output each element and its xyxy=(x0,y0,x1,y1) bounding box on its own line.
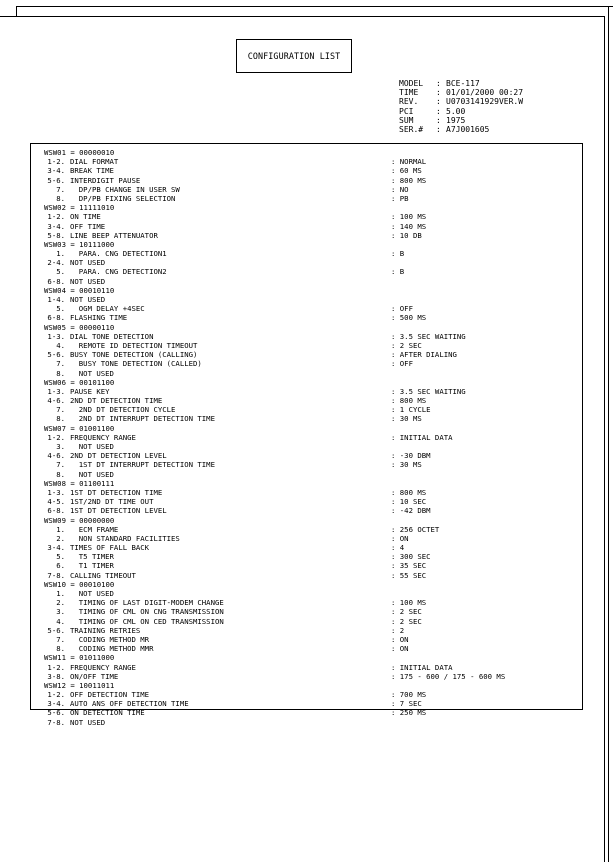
setting-bit-range: 5-6. xyxy=(47,708,65,718)
switch-setting-row xyxy=(44,617,564,626)
switch-setting-row xyxy=(44,534,564,543)
info-value: A7J001605 xyxy=(446,124,490,134)
switch-setting-row xyxy=(44,304,564,313)
switch-setting-row xyxy=(44,396,564,405)
setting-value: : 60 MS xyxy=(391,166,422,176)
setting-value: : 250 MS xyxy=(391,708,427,718)
switch-setting-row xyxy=(44,414,564,423)
setting-bit-range: 3. xyxy=(56,607,65,617)
switch-header: WSW06 = 00101100 xyxy=(44,377,115,387)
switch-setting-row xyxy=(44,369,564,378)
setting-label: FREQUENCY RANGE xyxy=(70,662,136,672)
switch-header: WSW01 = 00000010 xyxy=(44,148,115,157)
setting-bit-range: 7. xyxy=(56,184,65,194)
switch-setting-row xyxy=(44,341,564,350)
setting-value: : 500 MS xyxy=(391,313,427,323)
switch-setting-row xyxy=(44,313,564,322)
info-separator: : xyxy=(436,79,441,88)
setting-bit-range: 1-3. xyxy=(47,386,65,396)
setting-bit-range: 4-6. xyxy=(47,451,65,461)
setting-label: 1ST/2ND DT TIME OUT xyxy=(70,497,154,507)
switch-header: WSW04 = 00010110 xyxy=(44,285,115,295)
switch-setting-row xyxy=(44,470,564,479)
setting-label: 1ST DT DETECTION LEVEL xyxy=(70,506,167,516)
setting-label: NOT USED xyxy=(70,295,106,304)
setting-label: TIMES OF FALL BACK xyxy=(70,543,150,553)
setting-bit-range: 6-8. xyxy=(47,506,65,516)
setting-label: NOT USED xyxy=(70,276,106,286)
setting-label: TIMING OF CML ON CNG TRANSMISSION xyxy=(70,607,224,617)
switch-setting-row xyxy=(44,405,564,414)
switch-setting-row xyxy=(44,212,564,221)
info-value: BCE-117 xyxy=(446,79,480,88)
info-key: REV. xyxy=(399,97,419,107)
setting-label: T5 TIMER xyxy=(70,552,114,562)
setting-value: : 2 SEC xyxy=(391,616,422,626)
setting-bit-range: 3-4. xyxy=(47,166,65,176)
info-separator: : xyxy=(436,97,441,107)
setting-bit-range: 1-2. xyxy=(47,212,65,222)
switch-setting-row xyxy=(44,387,564,396)
setting-label: PARA. CNG DETECTION2 xyxy=(70,267,167,277)
setting-value xyxy=(391,295,564,304)
setting-value: : 3.5 SEC WAITING xyxy=(391,386,466,396)
info-separator: : xyxy=(436,124,441,134)
switch-setting-row xyxy=(44,589,564,598)
switch-setting-row xyxy=(44,194,564,203)
setting-label: ON/OFF TIME xyxy=(70,671,119,681)
setting-label: ECM FRAME xyxy=(70,524,119,534)
info-value: 01/01/2000 00:27 xyxy=(446,88,524,98)
setting-bit-range: 5-6. xyxy=(47,625,65,635)
setting-value: : -42 DBM xyxy=(391,506,431,516)
setting-value: : B xyxy=(391,267,405,277)
setting-label: TIMING OF CML ON CED TRANSMISSION xyxy=(70,616,224,626)
setting-bit-range: 8. xyxy=(56,414,65,424)
setting-label: NOT USED xyxy=(70,258,106,268)
setting-bit-range: 8. xyxy=(56,644,65,654)
page-stack-top-edge xyxy=(16,6,613,7)
setting-label: LINE BEEP ATTENUATOR xyxy=(70,230,158,240)
info-row xyxy=(399,79,523,88)
setting-bit-range: 8. xyxy=(56,368,65,378)
setting-label: PAUSE KEY xyxy=(70,386,110,396)
setting-value: : 800 MS xyxy=(391,396,427,406)
setting-value: : ON xyxy=(391,644,409,654)
setting-label: DIAL TONE DETECTION xyxy=(70,331,154,341)
setting-value xyxy=(391,258,564,267)
switch-setting-row xyxy=(44,690,564,699)
switch-setting-row xyxy=(44,561,564,570)
setting-bit-range: 1-2. xyxy=(47,662,65,672)
setting-label: OFF TIME xyxy=(70,221,106,231)
setting-label: DIAL FORMAT xyxy=(70,157,119,167)
report-title-text: CONFIGURATION LIST xyxy=(247,51,341,61)
setting-value: : 10 SEC xyxy=(391,497,427,507)
info-value: U0703141929VER.W xyxy=(446,97,524,107)
page-stack-right-edge xyxy=(608,6,609,862)
switch-header: WSW02 = 11111010 xyxy=(44,203,115,213)
setting-label: NOT USED xyxy=(70,469,114,479)
setting-label: T1 TIMER xyxy=(70,561,114,571)
switch-setting-row xyxy=(44,231,564,240)
setting-value: : 700 MS xyxy=(391,690,427,700)
setting-label: OGM DELAY +4SEC xyxy=(70,304,145,314)
info-key: PCI xyxy=(399,106,414,116)
info-separator: : xyxy=(436,88,441,98)
setting-bit-range: 7-8. xyxy=(47,570,65,580)
setting-value xyxy=(391,589,564,598)
setting-label: 2ND DT DETECTION CYCLE xyxy=(70,405,176,415)
setting-value: : 30 MS xyxy=(391,460,422,470)
switch-setting-row xyxy=(44,451,564,460)
setting-value: : 4 xyxy=(391,543,405,553)
setting-value: : INITIAL DATA xyxy=(391,662,453,672)
setting-label: FLASHING TIME xyxy=(70,313,128,323)
setting-bit-range: 1-2. xyxy=(47,432,65,442)
setting-label: 2ND DT INTERRUPT DETECTION TIME xyxy=(70,414,215,424)
setting-label: NOT USED xyxy=(70,589,114,598)
setting-label: DP/PB CHANGE IN USER SW xyxy=(70,184,180,194)
setting-value: : 1 CYCLE xyxy=(391,405,431,415)
switch-header: WSW03 = 10111000 xyxy=(44,239,115,249)
info-key: SER.# xyxy=(399,124,424,134)
switch-header: WSW09 = 00000000 xyxy=(44,515,115,525)
setting-value: : -30 DBM xyxy=(391,451,431,461)
setting-label: DP/PB FIXING SELECTION xyxy=(70,193,176,203)
setting-bit-range: 5-6. xyxy=(47,350,65,360)
switch-setting-row xyxy=(44,497,564,506)
switch-setting-row xyxy=(44,598,564,607)
setting-value: : AFTER DIALING xyxy=(391,350,457,360)
setting-value: : 35 SEC xyxy=(391,561,427,571)
info-key: TIME xyxy=(399,88,419,98)
setting-bit-range: 5. xyxy=(56,552,65,562)
switch-setting-row xyxy=(44,176,564,185)
switch-setting-row xyxy=(44,433,564,442)
info-key: MODEL xyxy=(399,79,424,88)
setting-value: : 100 MS xyxy=(391,598,427,608)
switch-setting-row xyxy=(44,626,564,635)
setting-label: TRAINING RETRIES xyxy=(70,625,141,635)
switch-setting-row xyxy=(44,350,564,359)
setting-bit-range: 4-5. xyxy=(47,497,65,507)
switch-setting-row xyxy=(44,157,564,166)
setting-value: : ON xyxy=(391,533,409,543)
setting-bit-range: 1. xyxy=(56,589,65,598)
setting-bit-range: 1. xyxy=(56,524,65,534)
setting-label: 1ST DT INTERRUPT DETECTION TIME xyxy=(70,460,215,470)
switch-setting-row xyxy=(44,277,564,286)
switch-list xyxy=(44,148,564,727)
setting-value: : PB xyxy=(391,193,409,203)
setting-bit-range: 8. xyxy=(56,193,65,203)
info-separator: : xyxy=(436,106,441,116)
setting-value xyxy=(391,470,564,479)
switch-setting-row xyxy=(44,663,564,672)
info-key: SUM xyxy=(399,115,414,125)
setting-value: : 175 - 600 / 175 - 600 MS xyxy=(391,671,506,681)
setting-bit-range: 7. xyxy=(56,460,65,470)
setting-bit-range: 2. xyxy=(56,598,65,608)
info-value: 5.00 xyxy=(446,106,466,116)
setting-bit-range: 1-3. xyxy=(47,331,65,341)
switch-setting-row xyxy=(44,442,564,451)
setting-label: TIMING OF LAST DIGIT-MODEM CHANGE xyxy=(70,598,224,608)
setting-value: : 100 MS xyxy=(391,212,427,222)
setting-value: : 800 MS xyxy=(391,175,427,185)
setting-value: : 300 SEC xyxy=(391,552,431,562)
setting-value: : 140 MS xyxy=(391,221,427,231)
setting-label: AUTO ANS OFF DETECTION TIME xyxy=(70,699,189,709)
setting-label: INTERDIGIT PAUSE xyxy=(70,175,141,185)
setting-value: : 2 SEC xyxy=(391,607,422,617)
switch-setting-row xyxy=(44,699,564,708)
info-row xyxy=(399,116,523,125)
info-row xyxy=(399,125,523,134)
setting-bit-range: 1-2. xyxy=(47,690,65,700)
switch-header: WSW11 = 01011000 xyxy=(44,653,115,663)
setting-value: : 30 MS xyxy=(391,414,422,424)
setting-bit-range: 5. xyxy=(56,267,65,277)
setting-bit-range: 1-2. xyxy=(47,157,65,167)
setting-label: BUSY TONE DETECTION (CALLING) xyxy=(70,350,198,360)
switch-setting-row xyxy=(44,552,564,561)
setting-value xyxy=(391,277,564,286)
setting-bit-range: 6-8. xyxy=(47,313,65,323)
setting-label: PARA. CNG DETECTION1 xyxy=(70,249,167,259)
info-row xyxy=(399,88,523,97)
switch-setting-row xyxy=(44,488,564,497)
setting-value: : 800 MS xyxy=(391,487,427,497)
machine-info-block xyxy=(399,79,523,134)
setting-label: BUSY TONE DETECTION (CALLED) xyxy=(70,359,202,369)
switch-setting-row xyxy=(44,525,564,534)
setting-bit-range: 5-6. xyxy=(47,175,65,185)
setting-label: REMOTE ID DETECTION TIMEOUT xyxy=(70,340,198,350)
setting-value: : 2 xyxy=(391,625,405,635)
setting-value: : NO xyxy=(391,184,409,194)
setting-bit-range: 8. xyxy=(56,469,65,479)
setting-bit-range: 2-4. xyxy=(47,258,65,268)
setting-bit-range: 4. xyxy=(56,340,65,350)
setting-bit-range: 3-4. xyxy=(47,699,65,709)
switch-header: WSW10 = 00010100 xyxy=(44,579,115,589)
setting-bit-range: 4. xyxy=(56,616,65,626)
setting-value: : OFF xyxy=(391,304,413,314)
setting-bit-range: 5. xyxy=(56,304,65,314)
setting-value: : 7 SEC xyxy=(391,699,422,709)
switch-setting-row xyxy=(44,460,564,469)
setting-value xyxy=(391,442,564,451)
setting-bit-range: 3-4. xyxy=(47,221,65,231)
switch-setting-row xyxy=(44,635,564,644)
switch-setting-row xyxy=(44,267,564,276)
setting-value: : 55 SEC xyxy=(391,570,427,580)
setting-label: ON DETECTION TIME xyxy=(70,708,145,718)
switch-setting-row xyxy=(44,249,564,258)
setting-label: NOT USED xyxy=(70,442,114,451)
switch-header: WSW08 = 01100111 xyxy=(44,478,115,488)
setting-label: NON STANDARD FACILITIES xyxy=(70,533,180,543)
setting-bit-range: 3. xyxy=(56,442,65,451)
switch-header: WSW05 = 00000110 xyxy=(44,322,115,332)
setting-value: : 10 DB xyxy=(391,230,422,240)
setting-bit-range: 7. xyxy=(56,405,65,415)
setting-label: 2ND DT DETECTION TIME xyxy=(70,396,163,406)
setting-value: : 3.5 SEC WAITING xyxy=(391,331,466,341)
switch-setting-row xyxy=(44,506,564,515)
setting-bit-range: 2. xyxy=(56,533,65,543)
setting-bit-range: 3-8. xyxy=(47,671,65,681)
setting-label: CALLING TIMEOUT xyxy=(70,570,136,580)
info-value: 1975 xyxy=(446,115,466,125)
switch-setting-row xyxy=(44,708,564,717)
switch-setting-row xyxy=(44,166,564,175)
setting-label: BREAK TIME xyxy=(70,166,114,176)
setting-label: FREQUENCY RANGE xyxy=(70,432,136,442)
setting-label: NOT USED xyxy=(70,368,114,378)
setting-label: ON TIME xyxy=(70,212,101,222)
switch-setting-row xyxy=(44,718,564,727)
setting-label: OFF DETECTION TIME xyxy=(70,690,150,700)
switch-setting-row xyxy=(44,644,564,653)
setting-bit-range: 1-3. xyxy=(47,487,65,497)
setting-value xyxy=(391,718,564,727)
switch-setting-row xyxy=(44,185,564,194)
setting-label: CODING METHOD MR xyxy=(70,634,150,644)
setting-value: : NORMAL xyxy=(391,157,427,167)
setting-label: 1ST DT DETECTION TIME xyxy=(70,487,163,497)
switch-setting-row xyxy=(44,607,564,616)
switch-setting-row xyxy=(44,672,564,681)
setting-label: CODING METHOD MMR xyxy=(70,644,154,654)
switch-setting-row xyxy=(44,258,564,267)
switch-setting-row xyxy=(44,295,564,304)
switch-setting-row xyxy=(44,571,564,580)
setting-bit-range: 6. xyxy=(56,561,65,571)
setting-label: 2ND DT DETECTION LEVEL xyxy=(70,451,167,461)
setting-bit-range: 1-4. xyxy=(47,295,65,304)
setting-bit-range: 7. xyxy=(56,359,65,369)
switch-setting-row xyxy=(44,222,564,231)
switch-setting-row xyxy=(44,543,564,552)
setting-bit-range: 5-8. xyxy=(47,230,65,240)
switch-header: WSW12 = 10011011 xyxy=(44,680,115,690)
setting-bit-range: 7. xyxy=(56,634,65,644)
setting-bit-range: 6-8. xyxy=(47,276,65,286)
setting-bit-range: 3-4. xyxy=(47,543,65,553)
setting-label: NOT USED xyxy=(70,717,106,727)
report-title xyxy=(236,39,352,73)
info-row xyxy=(399,97,523,106)
switch-header: WSW07 = 01001100 xyxy=(44,423,115,433)
setting-value: : B xyxy=(391,249,405,259)
setting-value: : INITIAL DATA xyxy=(391,432,453,442)
info-row xyxy=(399,107,523,116)
setting-value: : 256 OCTET xyxy=(391,524,440,534)
switch-setting-row xyxy=(44,359,564,368)
setting-value: : OFF xyxy=(391,359,413,369)
setting-bit-range: 4-6. xyxy=(47,396,65,406)
setting-value: : ON xyxy=(391,634,409,644)
setting-bit-range: 1. xyxy=(56,249,65,259)
setting-value: : 2 SEC xyxy=(391,340,422,350)
info-separator: : xyxy=(436,115,441,125)
switch-setting-row xyxy=(44,332,564,341)
setting-value xyxy=(391,369,564,378)
setting-bit-range: 7-8. xyxy=(47,717,65,727)
